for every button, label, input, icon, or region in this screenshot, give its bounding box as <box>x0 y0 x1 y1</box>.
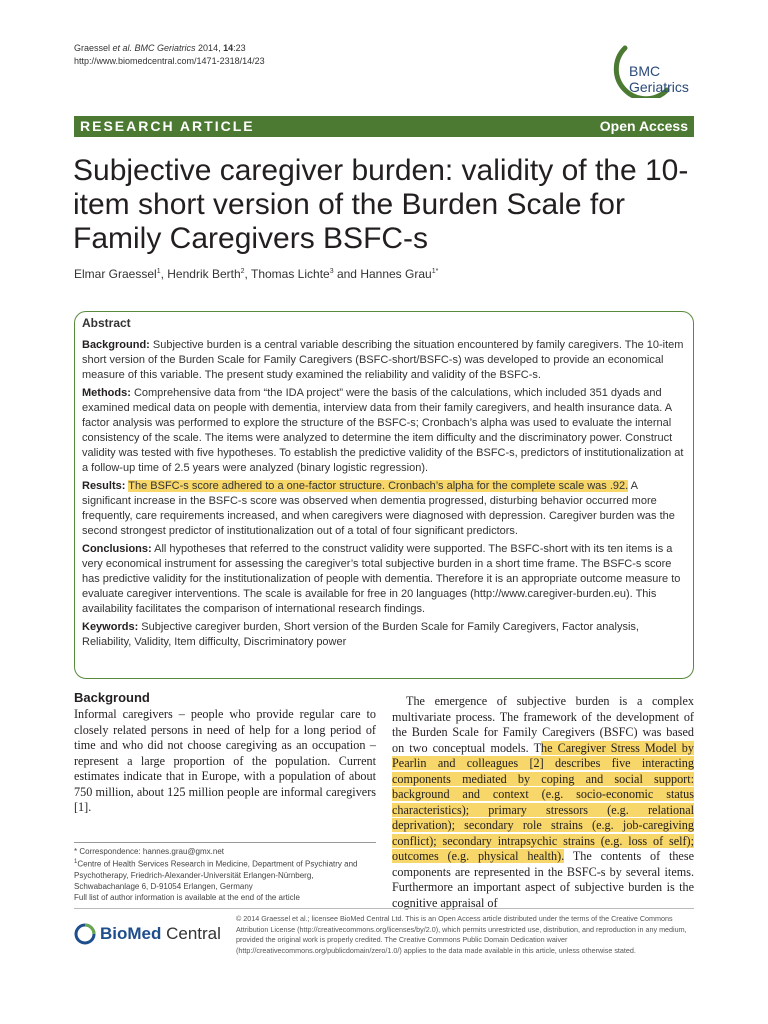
biomed-central-logo <box>74 920 224 950</box>
journal-logo <box>603 40 703 98</box>
journal-logo-line1: BMC <box>629 63 661 79</box>
affiliation-text: Centre of Health Services Research in Medicine, Department of Psychiatry and Psychotherapy, Friedrich-Alexander-Universität Erlangen-Nürnberg, Schwabachanlage 6, D-91054 Erlangen, Germany <box>74 859 358 891</box>
article-title: Subjective caregiver burden: validity of the 10-item short version of the Burden Scale for Family Caregivers BSFC-s <box>73 154 689 255</box>
author-name: Hendrik Berth <box>167 267 241 281</box>
abstract-methods-label: Methods: <box>82 387 131 399</box>
abstract-heading: Abstract <box>82 316 131 330</box>
abstract-background-label: Background: <box>82 339 150 351</box>
abstract-background-text: Subjective burden is a central variable describing the situation encountered by family caregivers. The 10-item short version of the Burden Scale for Family Caregivers (BSFC-short/BSFC-s) was developed to provide an economical measure of this variable. The present study examined the reliability and validity of the BSFC-s. <box>82 339 684 381</box>
biomed-logo-bold: BioMed <box>100 924 162 943</box>
body-paragraph <box>392 694 694 911</box>
abstract-conclusions-text: All hypotheses that referred to the construct validity were supported. The BSFC-short with its ten items is a very economical instrument for assessing the caregiver’s total subjective burden in a short time frame. The BSFC-s score has predictive validity for the institutionalization of people with dementia. Therefore it is an appropriate outcome measure to evaluate caregiver interventions. The scale is available for free in 20 languages (http://www.caregiver-burden.eu). This availability facilitates the comparison of international research findings. <box>82 543 681 615</box>
abstract <box>82 316 687 653</box>
abstract-conclusions-label: Conclusions: <box>82 543 152 555</box>
abstract-results-label: Results: <box>82 480 126 492</box>
abstract-keywords <box>82 620 687 650</box>
author-affiliation: 3 <box>329 268 334 275</box>
author-separator: , <box>160 267 168 281</box>
affiliation-number: 1 <box>74 859 78 865</box>
citation-header <box>74 42 265 68</box>
citation-line <box>74 42 265 55</box>
abstract-results-highlight: The BSFC-s score adhered to a one-factor structure. Cronbach’s alpha for the complete scale was .92. <box>128 480 629 492</box>
author-affiliation: 1 <box>156 268 161 275</box>
footnotes <box>74 842 376 903</box>
author-separator: and <box>333 267 361 281</box>
author-name: Thomas Lichte <box>251 267 330 281</box>
article-type-label: RESEARCH ARTICLE <box>80 118 255 134</box>
biomed-swirl-icon <box>74 923 96 945</box>
author-name: Elmar Graessel <box>74 267 157 281</box>
affiliation-note <box>74 857 376 892</box>
left-column <box>74 690 376 816</box>
abstract-conclusions <box>82 542 687 617</box>
citation-etal: et al. <box>112 43 133 53</box>
journal-logo-line2: Geriatrics <box>629 79 689 95</box>
biomed-logo-text <box>100 924 221 944</box>
author-list <box>74 267 438 281</box>
footer-divider <box>74 908 694 909</box>
author-separator: , <box>244 267 251 281</box>
correspondence-note: * Correspondence: hannes.grau@gmx.net <box>74 847 224 856</box>
license-text: © 2014 Graessel et al.; licensee BioMed Central Ltd. This is an Open Access article distributed under the terms of the Creative Commons Attribution License (http://creativecommons.org/licenses/by/2.0), which permits unrestricted use, distribution, and reproduction in any medium, provided the original work is properly credited. The Creative Commons Public Domain Dedication waiver (http://creativecommons.org/publicdomain/zero/1.0/) applies to the data made available in this article, unless otherwise stated. <box>236 914 687 955</box>
abstract-results <box>82 479 687 539</box>
body-paragraph: Informal caregivers – people who provide regular care to closely related persons in need of help for a long period of time and who did not choose caregiving as an occupation – represent a large proportion of the population. Current estimates indicate that in Europe, with a population of about 750 million, about 125 million people are informal caregivers [1]. <box>74 707 376 814</box>
citation-issue: :23 <box>233 43 246 53</box>
biomed-logo-regular: Central <box>161 924 221 943</box>
citation-authors: Graessel <box>74 43 113 53</box>
open-access-label: Open Access <box>599 118 688 134</box>
abstract-keywords-text: Subjective caregiver burden, Short version of the Burden Scale for Family Caregivers, Factor analysis, Reliability, Validity, Item difficulty, Discriminatory power <box>82 621 639 648</box>
abstract-background <box>82 338 687 383</box>
right-column <box>392 694 694 911</box>
citation-volume: 14 <box>223 43 234 53</box>
citation-year: 2014, <box>195 43 224 53</box>
author-name: Hannes Grau <box>360 267 432 281</box>
abstract-methods-text: Comprehensive data from “the IDA project” were the basis of the calculations, which included 351 dyads and examined medical data on people with dementia, interview data from their family caregivers, and health insurance data. A factor analysis was performed to explore the structure of the BSFC-s; Cronbach’s alpha was used to evaluate the internal consistency of the scale. The items were analyzed to determine the item difficulty and the discriminatory power. Construct validity was tested with five hypotheses. To establish the predictive validity of the BSFC-s, predictors of institutionalization at a follow-up time of 2.5 years were analyzed (binary logistic regression). <box>82 387 684 474</box>
author-affiliation: 2 <box>240 268 245 275</box>
body-highlight: he Caregiver Stress Model by Pearlin and colleagues [2] describes five interacting components mediated by coping and social support: background and context (e.g. socio-economic status characteristics); primary stressors (e.g. relational deprivation); secondary role strains (e.g. job-caregiving conflict); secondary intrapsychic strains (e.g. loss of self); outcomes (e.g. physical health). <box>392 740 694 863</box>
citation-url[interactable]: http://www.biomedcentral.com/1471-2318/14/23 <box>74 56 265 66</box>
citation-journal: BMC Geriatrics <box>132 43 196 53</box>
author-affiliation: 1* <box>431 268 439 275</box>
body-text-after: The contents of these components are represented in the BSFC-s by several items. Furthermore an important aspect of subjective burden is the cognitive appraisal of <box>392 849 694 910</box>
section-heading-background: Background <box>74 690 150 705</box>
abstract-results-text: A significant increase in the BSFC-s score was observed when dementia progressed, disturbing behavior occurred more frequently, care requirements increased, and when caregivers were diagnosed with depression. Caregiver burden was the second strongest predictor of institutionalization out of a total of four significant predictors. <box>82 480 675 537</box>
abstract-methods <box>82 386 687 476</box>
author-info-note: Full list of author information is available at the end of the article <box>74 892 300 902</box>
article-type-banner <box>74 116 694 137</box>
abstract-keywords-label: Keywords: <box>82 621 139 633</box>
body-text-before: The emergence of subjective burden is a complex multivariate process. The framework of the development of the Burden Scale for Family Caregivers (BSFC) was based on two conceptual models. T <box>392 694 694 755</box>
